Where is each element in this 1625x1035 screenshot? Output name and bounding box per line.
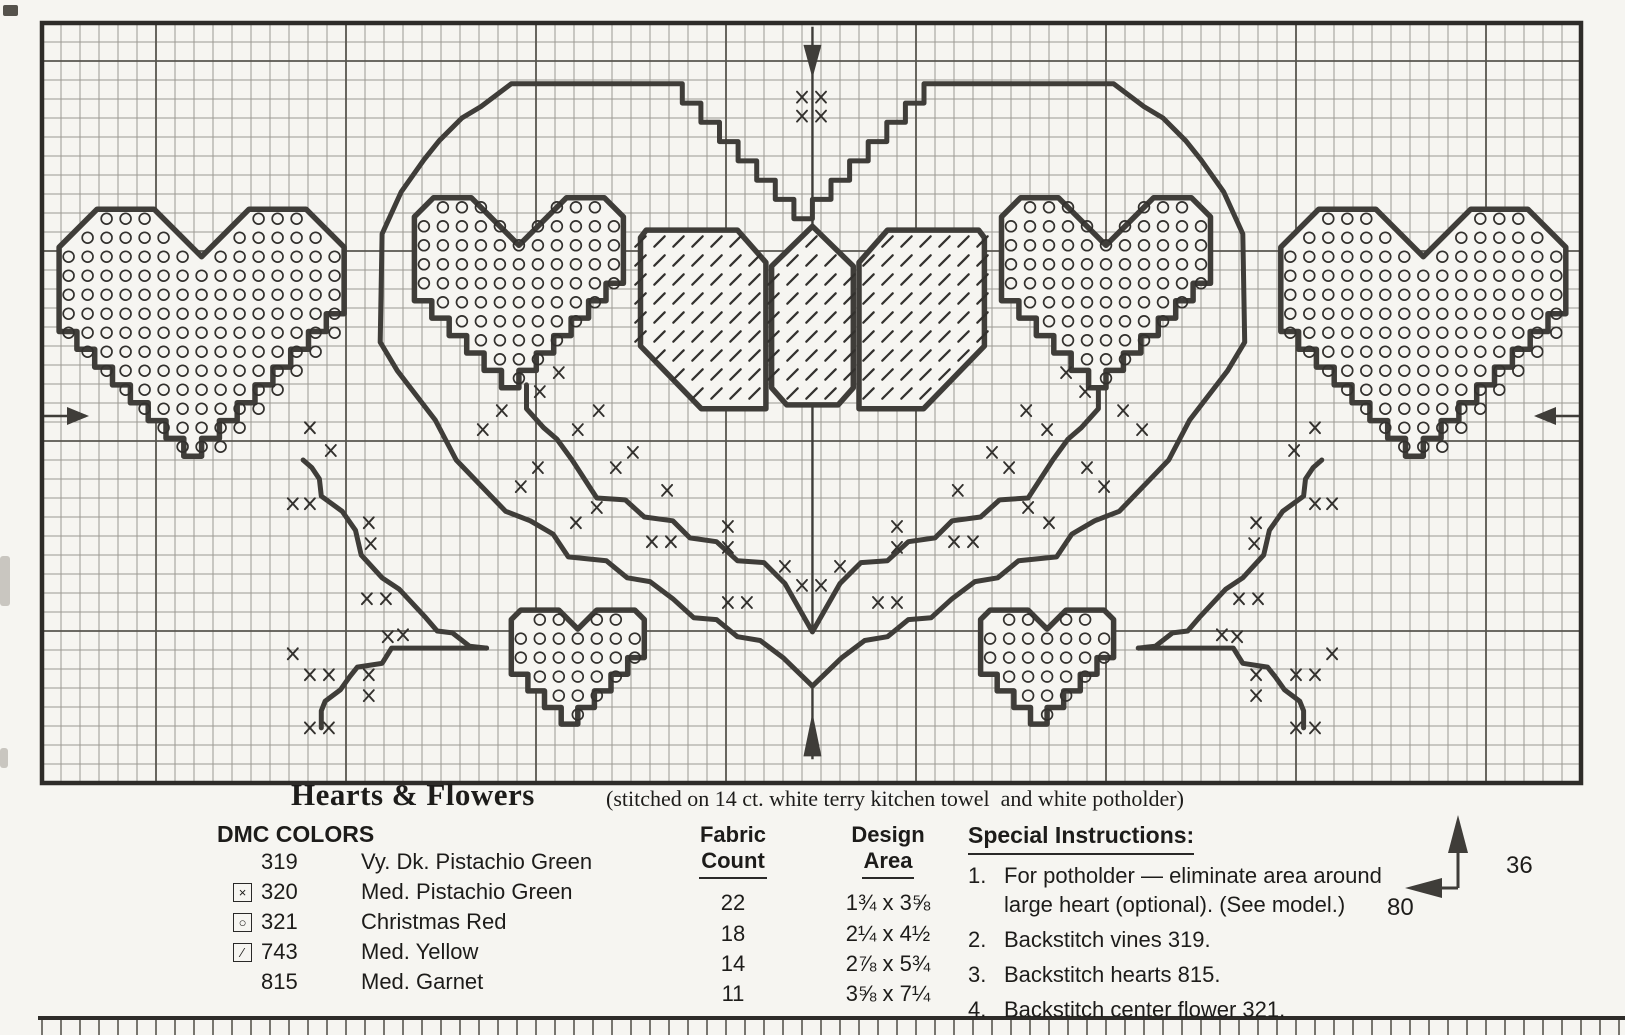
fabric-count-value: 11 [721,981,745,1006]
design-area-value: 3⅝ x 7¼ [845,981,931,1006]
instruction-item [968,995,1422,1024]
instruction-number: 4. [968,997,987,1022]
fabric-count-value: 14 [720,951,746,976]
special-instructions-heading: Special Instructions: [968,822,1194,855]
design-area-header [838,822,938,879]
design-area-value: 2¼ x 4½ [845,921,931,946]
fabric-header-line1: Fabric [699,822,767,847]
up-arrow-icon [1448,815,1468,853]
stitch-height-label: 36 [1506,852,1533,879]
o-in-box-symbol-icon: ○ [233,913,252,932]
instruction-number: 2. [968,927,987,952]
heart-large [59,209,344,456]
x-in-box-symbol-icon: × [233,883,252,902]
design-header-line1: Design [851,822,925,847]
instruction-text: Backstitch center flower 321. [1004,997,1286,1022]
page-subtitle: (stitched on 14 ct. white terry kitchen towel and white potholder) [606,786,1184,811]
color-name: Med. Yellow [361,939,479,964]
heart-large [1281,209,1566,456]
stitch-width-label: 80 [1387,894,1414,921]
fabric-count-header [684,822,782,879]
heart-medium [414,198,623,388]
scan-smudge [0,748,8,768]
instruction-text: For potholder — eliminate area around large heart (optional). (See model.) [1004,863,1382,917]
instruction-text: Backstitch hearts 815. [1004,962,1221,987]
special-instructions [968,822,1422,1024]
fabric-header-line2: Count [699,848,767,879]
design-area-value: 2⅞ x 5¾ [845,951,931,976]
design-area-value: 1¾ x 3⅝ [845,890,931,915]
scan-mark [3,5,18,16]
color-row [233,847,592,877]
color-code: 815 [261,969,298,994]
color-row [233,967,592,997]
color-name: Christmas Red [361,909,507,934]
dmc-colors-heading: DMC COLORS [217,821,375,847]
color-row [233,907,592,937]
instruction-list [968,861,1422,1024]
color-name: Vy. Dk. Pistachio Green [361,849,593,874]
scan-smudge [0,556,10,606]
color-code: 743 [261,939,298,964]
color-row [233,877,592,907]
instruction-text: Backstitch vines 319. [1004,927,1211,952]
instruction-item [968,861,1422,919]
instruction-item [968,960,1422,989]
dmc-color-list [233,847,592,997]
instruction-number: 1. [968,863,987,888]
slash-in-box-symbol-icon: ∕ [233,943,252,962]
instruction-number: 3. [968,962,987,987]
fabric-count-value: 18 [720,921,746,946]
page-title: Hearts & Flowers [291,777,535,812]
design-header-line2: Area [862,848,915,879]
color-code: 319 [261,849,298,874]
fabric-count-value: 22 [720,890,746,915]
center-flower [635,226,987,408]
color-code: 320 [261,879,298,904]
color-row [233,937,592,967]
color-name: Med. Pistachio Green [361,879,573,904]
instruction-item [968,925,1422,954]
bottom-center-arrow-icon [803,713,821,757]
color-code: 321 [261,909,298,934]
color-name: Med. Garnet [361,969,484,994]
